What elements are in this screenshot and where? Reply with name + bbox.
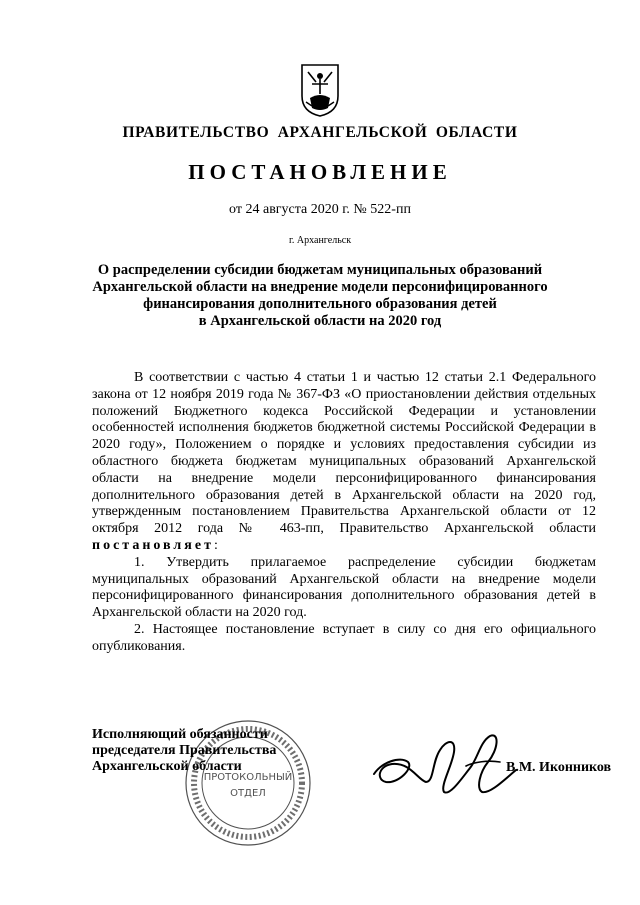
position-line: Архангельской области [92,759,242,774]
stamp-center-line: ОТДЕЛ [230,788,266,799]
item-2-paragraph: 2. Настоящее постановление вступает в силу со дня его официального опубликования. [92,621,596,654]
position-line: Исполняющий обязанности [92,727,268,742]
title-line: в Архангельской области на 2020 год [198,313,442,329]
item-1-paragraph: 1. Утвердить прилагаемое распределение субсидии бюджетам муниципальных образований Архангельской области на внедрение модели персонифицированного финансирования дополнительного образования детей в Архангельской области на 2020 год. [92,554,596,621]
stamp-center-line: ПРОТОКОЛЬНЫЙ [203,772,293,783]
decree-word: постановляет [92,537,214,553]
preamble-paragraph [92,370,596,555]
preamble-text: В соответствии с частью 4 статьи 1 и частью 12 статьи 2.1 Федерального закона от 12 ноября 2019 года № 367-ФЗ «О приостановлении действия отдельных положений Бюджетного кодекса Российской Федерации и установлении особенностей исполнения бюджетов бюджетной системы Российской Федерации в 2020 году», Положением о порядке и условиях предоставления субсидии из областного бюджета бюджетам муниципальных образований Архангельской области на внедрение модели персонифицированного финансирования дополнительного образования детей в Архангельской области на 2020 год, утвержденным постановлением Правительства Архангельской области от 12 октября 2012 года № 463-пп, Правительство Архангельской области [92,370,596,537]
title-line: Архангельской области на внедрение модели персонифицированного [92,279,548,295]
title-line: финансирования дополнительного образования детей [143,296,497,312]
title-line: О распределении субсидии бюджетам муниципальных образований [97,262,543,278]
document-title [0,262,640,330]
organization-name: ПРАВИТЕЛЬСТВО АРХАНГЕЛЬСКОЙ ОБЛАСТИ [122,124,518,141]
coat-of-arms-icon [298,62,342,118]
signature-position [92,727,276,775]
decree-colon: : [213,537,218,553]
document-type: ПОСТАНОВЛЕНИЕ [188,160,452,184]
handwritten-signature [370,722,520,802]
document-date-number: от 24 августа 2020 г. № 522-пп [229,202,411,217]
document-body [92,370,596,656]
signer-name: В.М. Иконников [506,760,612,775]
document-city: г. Архангельск [288,235,352,246]
position-line: председателя Правительства [92,743,277,758]
